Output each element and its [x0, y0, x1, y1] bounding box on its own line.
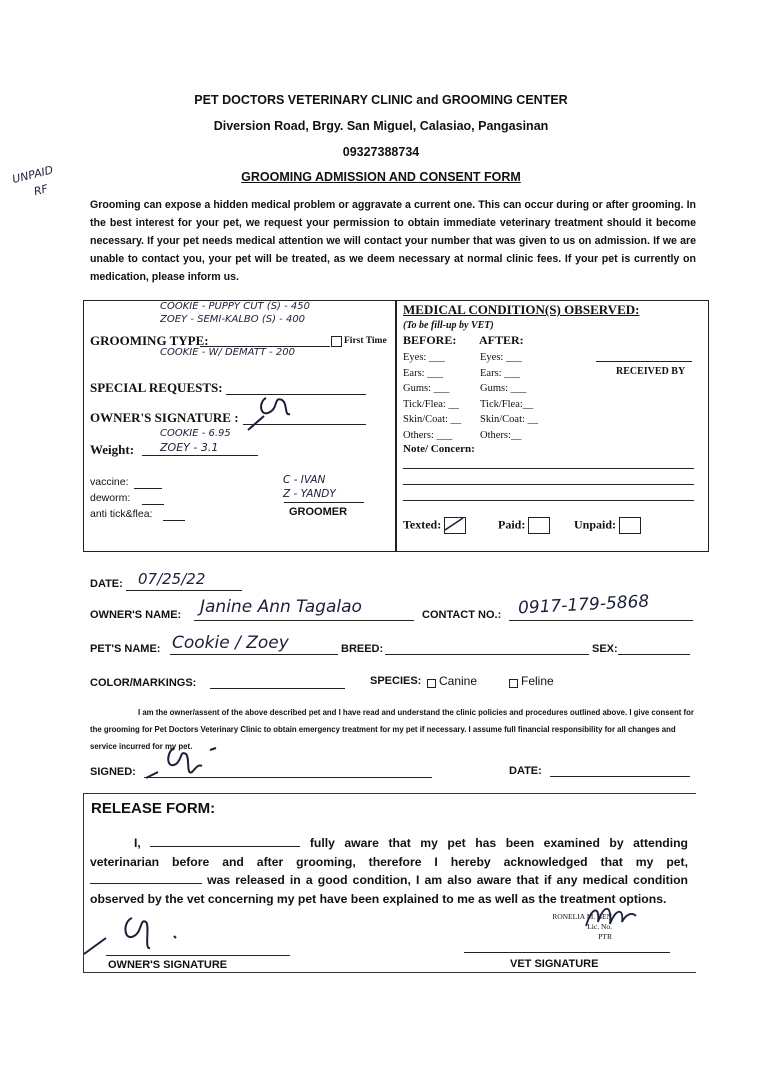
- paid-checkbox[interactable]: [528, 517, 550, 534]
- contact-line: [509, 620, 693, 621]
- panel-divider: [395, 300, 397, 552]
- after-tick: Tick/Flea:__: [480, 398, 534, 410]
- weight-note-2: ZOEY - 3.1: [160, 441, 219, 454]
- stamp-lic: Lic. No.: [587, 922, 612, 931]
- grooming-type-label: GROOMING TYPE:: [90, 333, 209, 348]
- grooming-note-1: COOKIE - PUPPY CUT (S) - 450: [160, 301, 311, 312]
- color-label: COLOR/MARKINGS:: [90, 677, 197, 689]
- after-label: AFTER:: [479, 333, 524, 347]
- condition-after-list: [480, 350, 538, 443]
- owner-signature-release-label: OWNER'S SIGNATURE: [108, 959, 228, 971]
- unpaid-checkbox[interactable]: [619, 517, 641, 534]
- clinic-name: PET DOCTORS VETERINARY CLINIC and GROOMING CENTER: [194, 93, 568, 107]
- before-gums: Gums: ___: [403, 383, 450, 394]
- margin-note-line2: RF: [32, 182, 50, 199]
- form-title: GROOMING ADMISSION AND CONSENT FORM: [241, 170, 521, 184]
- before-label: BEFORE:: [403, 333, 457, 347]
- note-concern-label: Note/ Concern:: [403, 443, 475, 455]
- species-label: SPECIES:: [370, 675, 422, 687]
- sex-line: [618, 654, 690, 655]
- texted-label: Texted:: [403, 517, 442, 532]
- first-time-checkbox[interactable]: [331, 336, 342, 347]
- weight-note-1: COOKIE - 6.95: [160, 428, 231, 439]
- owner-name-line: [194, 620, 414, 621]
- received-by-label: RECEIVED BY: [616, 366, 686, 377]
- owner-signature-scribble: [244, 388, 304, 438]
- owner-signature-label: OWNER'S SIGNATURE :: [90, 410, 239, 425]
- stamp-name: RONELIA M. BEN: [552, 912, 612, 921]
- vaccine-line: [134, 488, 162, 489]
- canine-label: Canine: [439, 674, 478, 688]
- release-text-part3: was released in a good condition, I am also aware that if any medical condition observed by the vet concerning my pet have been explained to me as well as the treatment options.: [90, 873, 688, 906]
- contact-value: 0917-179-5868: [517, 591, 650, 619]
- note-line-3: [403, 500, 694, 501]
- condition-before-list: [403, 350, 461, 443]
- date-label: DATE:: [90, 578, 123, 590]
- weight-label: Weight:: [90, 442, 135, 457]
- color-line: [210, 688, 345, 689]
- vet-signature-scribble: [582, 896, 640, 936]
- before-ears: Ears: ___: [403, 367, 443, 379]
- texted-checkbox[interactable]: [444, 517, 466, 534]
- groomer-label: GROOMER: [289, 506, 348, 518]
- note-line-2: [403, 484, 694, 485]
- owner-signature-release-line: [106, 955, 290, 956]
- signed-date-label: DATE:: [509, 765, 542, 777]
- grooming-note-3: COOKIE - W/ DEMATT - 200: [160, 347, 295, 358]
- after-gums: Gums: ___: [480, 383, 527, 394]
- signed-scribble: [144, 742, 224, 786]
- date-value: 07/25/22: [138, 570, 206, 588]
- note-line-1: [403, 468, 694, 469]
- pet-name-line: [170, 654, 338, 655]
- antitick-label: anti tick&flea:: [90, 508, 153, 520]
- deworm-line: [142, 504, 164, 505]
- owner-name-label: OWNER'S NAME:: [90, 609, 182, 621]
- first-time-label: First Time: [344, 336, 387, 346]
- vet-signature-line: [464, 952, 670, 953]
- paid-label: Paid:: [498, 517, 526, 532]
- deworm-label: deworm:: [90, 492, 131, 504]
- contact-label: CONTACT NO.:: [422, 609, 502, 621]
- texted-check-mark-icon: [443, 516, 465, 532]
- grooming-note-2: ZOEY - SEMI-KALBO (S) - 400: [160, 314, 306, 325]
- release-i: I,: [134, 836, 141, 850]
- release-text-part2: fully aware that my pet has been examined by attending veterinarian before and after grooming, therefore I hereby acknowledged that my pet,: [90, 836, 688, 869]
- after-eyes: Eyes: ___: [480, 352, 522, 363]
- breed-label: BREED:: [341, 643, 384, 655]
- unpaid-field: [574, 517, 641, 534]
- unpaid-label: Unpaid:: [574, 517, 617, 532]
- signed-label: SIGNED:: [90, 766, 136, 778]
- texted-field: [403, 517, 466, 534]
- before-tick: Tick/Flea: __: [403, 398, 459, 410]
- pet-name-label: PET'S NAME:: [90, 643, 161, 655]
- owner-name-value: Janine Ann Tagalao: [200, 597, 362, 617]
- medical-title: MEDICAL CONDITION(S) OBSERVED:: [403, 302, 640, 317]
- release-name-line: [150, 846, 300, 847]
- date-line: [126, 590, 242, 591]
- before-eyes: Eyes: ___: [403, 352, 445, 363]
- release-title: RELEASE FORM:: [91, 800, 216, 817]
- groomer-line: [284, 502, 364, 503]
- before-skin: Skin/Coat: __: [403, 414, 462, 425]
- medical-subtitle: (To be fill-up by VET): [403, 320, 494, 331]
- clinic-phone: 09327388734: [342, 145, 420, 159]
- clinic-address: Diversion Road, Brgy. San Miguel, Calasiao, Pangasinan: [213, 119, 549, 133]
- weight-line: [142, 455, 258, 456]
- feline-checkbox[interactable]: [509, 679, 518, 688]
- paid-field: [498, 517, 550, 534]
- consent-text: I am the owner/assent of the above described pet and I have read and understand the clinic policies and procedures outlined above. I give consent for the grooming for Pet Doctors Veterinary Clinic to obtain emergency treatment for my pet if necessary. I assume full financial responsibility for all changes and service incurred for my pet.: [90, 708, 694, 751]
- after-others: Others:__: [480, 429, 522, 441]
- release-pet-line: [90, 883, 202, 884]
- sex-label: SEX:: [592, 643, 618, 655]
- intro-paragraph: Grooming can expose a hidden medical problem or aggravate a current one. This can occur during or after grooming. In the best interest for your pet, we request your permission to obtain immediate veterinary treatment should it become necessary. If your pet needs medical attention we will contact your number that was given to us on admission. If we are unable to contact you, your pet will be treated, as we deem necessary at normal clinic fees. If your pet is currently on medication, please inform us.: [90, 199, 696, 283]
- after-ears: Ears: ___: [480, 367, 520, 379]
- received-by-line: [596, 361, 692, 362]
- stamp-ptr: PTR: [598, 932, 612, 941]
- pet-name-value: Cookie / Zoey: [172, 633, 289, 653]
- antitick-line: [163, 520, 185, 521]
- signed-date-line: [550, 776, 690, 777]
- groomer-name-1: C - IVAN: [283, 474, 326, 486]
- release-owner-signature: [80, 908, 190, 960]
- margin-note-line1: UNPAID: [10, 163, 55, 187]
- breed-line: [385, 654, 589, 655]
- vet-signature-label: VET SIGNATURE: [510, 958, 599, 970]
- vaccine-label: vaccine:: [90, 476, 129, 488]
- before-others: Others: ___: [403, 429, 453, 441]
- canine-checkbox[interactable]: [427, 679, 436, 688]
- feline-label: Feline: [521, 674, 554, 688]
- after-skin: Skin/Coat: __: [480, 414, 539, 425]
- special-requests-label: SPECIAL REQUESTS:: [90, 380, 223, 395]
- groomer-name-2: Z - YANDY: [283, 488, 336, 500]
